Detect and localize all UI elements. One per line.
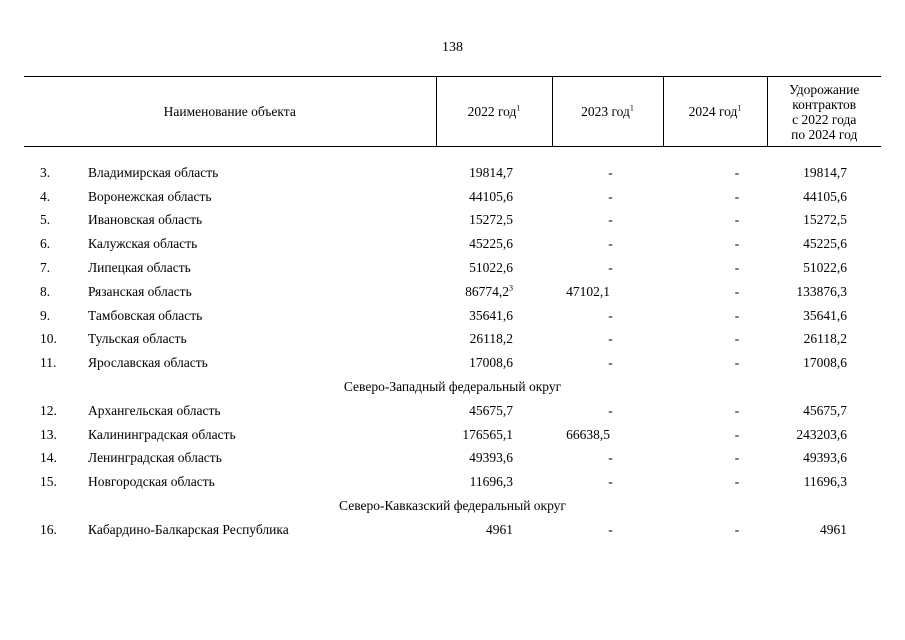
table-row	[24, 423, 881, 447]
table-row	[24, 399, 881, 423]
value-total: 15272,5	[803, 212, 847, 228]
cost-table	[24, 76, 881, 542]
row-number: 8.	[40, 283, 51, 299]
value-2023: -	[608, 307, 613, 323]
row-number: 13.	[40, 426, 57, 442]
page-number: 138	[442, 40, 463, 55]
value-2024: -	[734, 450, 740, 466]
value-total: 11696,3	[803, 474, 847, 490]
value-2024: -	[734, 521, 740, 537]
object-name: Ленинградская область	[88, 450, 222, 466]
section-title: Северо-Западный федеральный округ	[343, 379, 562, 395]
value-total: 19814,7	[803, 164, 847, 180]
value-2024: -	[734, 355, 740, 371]
table-row	[24, 518, 881, 542]
row-number: 9.	[40, 307, 51, 323]
value-2022: 26118,2	[469, 331, 513, 347]
value-2023: -	[608, 521, 613, 537]
value-2024: -	[734, 402, 740, 418]
row-number: 5.	[40, 212, 51, 228]
header-2024: 2024 год$^1$	[663, 77, 767, 147]
header-2023: 2023 год$^1$	[552, 77, 663, 147]
value-2024: -	[734, 331, 740, 347]
object-cell	[24, 161, 436, 185]
object-cell	[24, 209, 436, 233]
value-total: 45675,7	[803, 402, 847, 418]
object-name: Архангельская область	[88, 402, 221, 418]
value-2023: 66638,5	[566, 426, 610, 442]
value-2023: -	[608, 450, 613, 466]
row-number: 16.	[40, 521, 57, 537]
object-name: Рязанская область	[88, 283, 192, 299]
value-total: 26118,2	[803, 331, 847, 347]
object-name: Кабардино-Балкарская Республика	[88, 521, 289, 537]
table-row	[24, 232, 881, 256]
table-row	[24, 351, 881, 375]
row-number: 6.	[40, 236, 51, 252]
object-cell	[24, 470, 436, 494]
value-2022: 86774,2$^3$	[465, 283, 513, 299]
value-2024: -	[734, 188, 740, 204]
row-number: 15.	[40, 474, 57, 490]
value-total: 35641,6	[803, 307, 847, 323]
table-row	[24, 209, 881, 233]
object-name: Воронежская область	[88, 188, 212, 204]
object-name: Новгородская область	[88, 474, 215, 490]
header-object-name: Наименование объекта	[24, 77, 436, 147]
table-body	[24, 147, 881, 542]
object-cell	[24, 328, 436, 352]
value-total: 49393,6	[803, 450, 847, 466]
object-name: Владимирская область	[88, 164, 219, 180]
value-2024: -	[734, 260, 740, 276]
value-2024: -	[734, 474, 740, 490]
value-2023: -	[608, 212, 613, 228]
value-2023: -	[608, 402, 613, 418]
object-cell	[24, 256, 436, 280]
footnote-mark: 3	[509, 283, 513, 293]
section-title: Северо-Кавказский федеральный округ	[339, 498, 566, 514]
object-name: Тамбовская область	[88, 307, 203, 323]
table-row	[24, 328, 881, 352]
value-2022: 17008,6	[469, 355, 513, 371]
object-name: Калужская область	[88, 236, 198, 252]
object-cell	[24, 447, 436, 471]
table-row	[24, 447, 881, 471]
value-2023: -	[608, 188, 613, 204]
object-cell	[24, 280, 436, 304]
value-2024: -	[734, 426, 740, 442]
value-total: 44105,6	[803, 188, 847, 204]
value-2022: 11696,3	[469, 474, 513, 490]
value-total: 4961	[820, 521, 847, 537]
table-row	[24, 256, 881, 280]
object-cell	[24, 351, 436, 375]
value-2022: 45225,6	[469, 236, 513, 252]
value-2023: -	[608, 236, 613, 252]
value-2024: -	[734, 212, 740, 228]
object-cell	[24, 304, 436, 328]
value-total: 243203,6	[796, 426, 847, 442]
table-row	[24, 161, 881, 185]
value-2024: -	[734, 236, 740, 252]
object-cell	[24, 423, 436, 447]
object-name: Калининградская область	[88, 426, 236, 442]
row-number: 14.	[40, 450, 57, 466]
row-number: 3.	[40, 164, 51, 180]
row-number: 4.	[40, 188, 51, 204]
row-number: 10.	[40, 331, 57, 347]
value-2022: 176565,1	[462, 426, 513, 442]
value-2024: -	[734, 164, 740, 180]
value-2023: -	[608, 164, 613, 180]
table-header-row	[24, 77, 881, 147]
value-2022: 49393,6	[469, 450, 513, 466]
value-2022: 15272,5	[469, 212, 513, 228]
row-number: 12.	[40, 402, 57, 418]
value-2022: 19814,7	[469, 164, 513, 180]
value-total: 133876,3	[796, 283, 847, 299]
object-cell	[24, 518, 436, 542]
table-row	[24, 304, 881, 328]
object-name: Тульская область	[88, 331, 187, 347]
table-row	[24, 470, 881, 494]
row-number: 11.	[40, 355, 57, 371]
object-cell	[24, 232, 436, 256]
object-cell	[24, 399, 436, 423]
header-2022: 2022 год$^1$	[436, 77, 552, 147]
value-2022: 4961	[486, 521, 513, 537]
value-2023: -	[608, 355, 613, 371]
value-total: 17008,6	[803, 355, 847, 371]
value-2024: -	[734, 283, 740, 299]
value-2022: 35641,6	[469, 307, 513, 323]
object-name: Липецкая область	[88, 260, 191, 276]
value-total: 51022,6	[803, 260, 847, 276]
value-2023: -	[608, 331, 613, 347]
object-cell	[24, 185, 436, 209]
section-header-row	[24, 494, 881, 518]
table-row	[24, 280, 881, 304]
object-name: Ивановская область	[88, 212, 203, 228]
row-number: 7.	[40, 260, 51, 276]
value-2022: 51022,6	[469, 260, 513, 276]
value-2023: 47102,1	[566, 283, 610, 299]
value-2024: -	[734, 307, 740, 323]
object-name: Ярославская область	[88, 355, 208, 371]
header-total-increase: Удорожание контрактов с 2022 года по 2024 год	[767, 77, 881, 147]
value-2022: 45675,7	[469, 402, 513, 418]
table-row	[24, 185, 881, 209]
value-2022: 44105,6	[469, 188, 513, 204]
value-2023: -	[608, 474, 613, 490]
value-total: 45225,6	[803, 236, 847, 252]
value-2023: -	[608, 260, 613, 276]
section-header-row	[24, 375, 881, 399]
